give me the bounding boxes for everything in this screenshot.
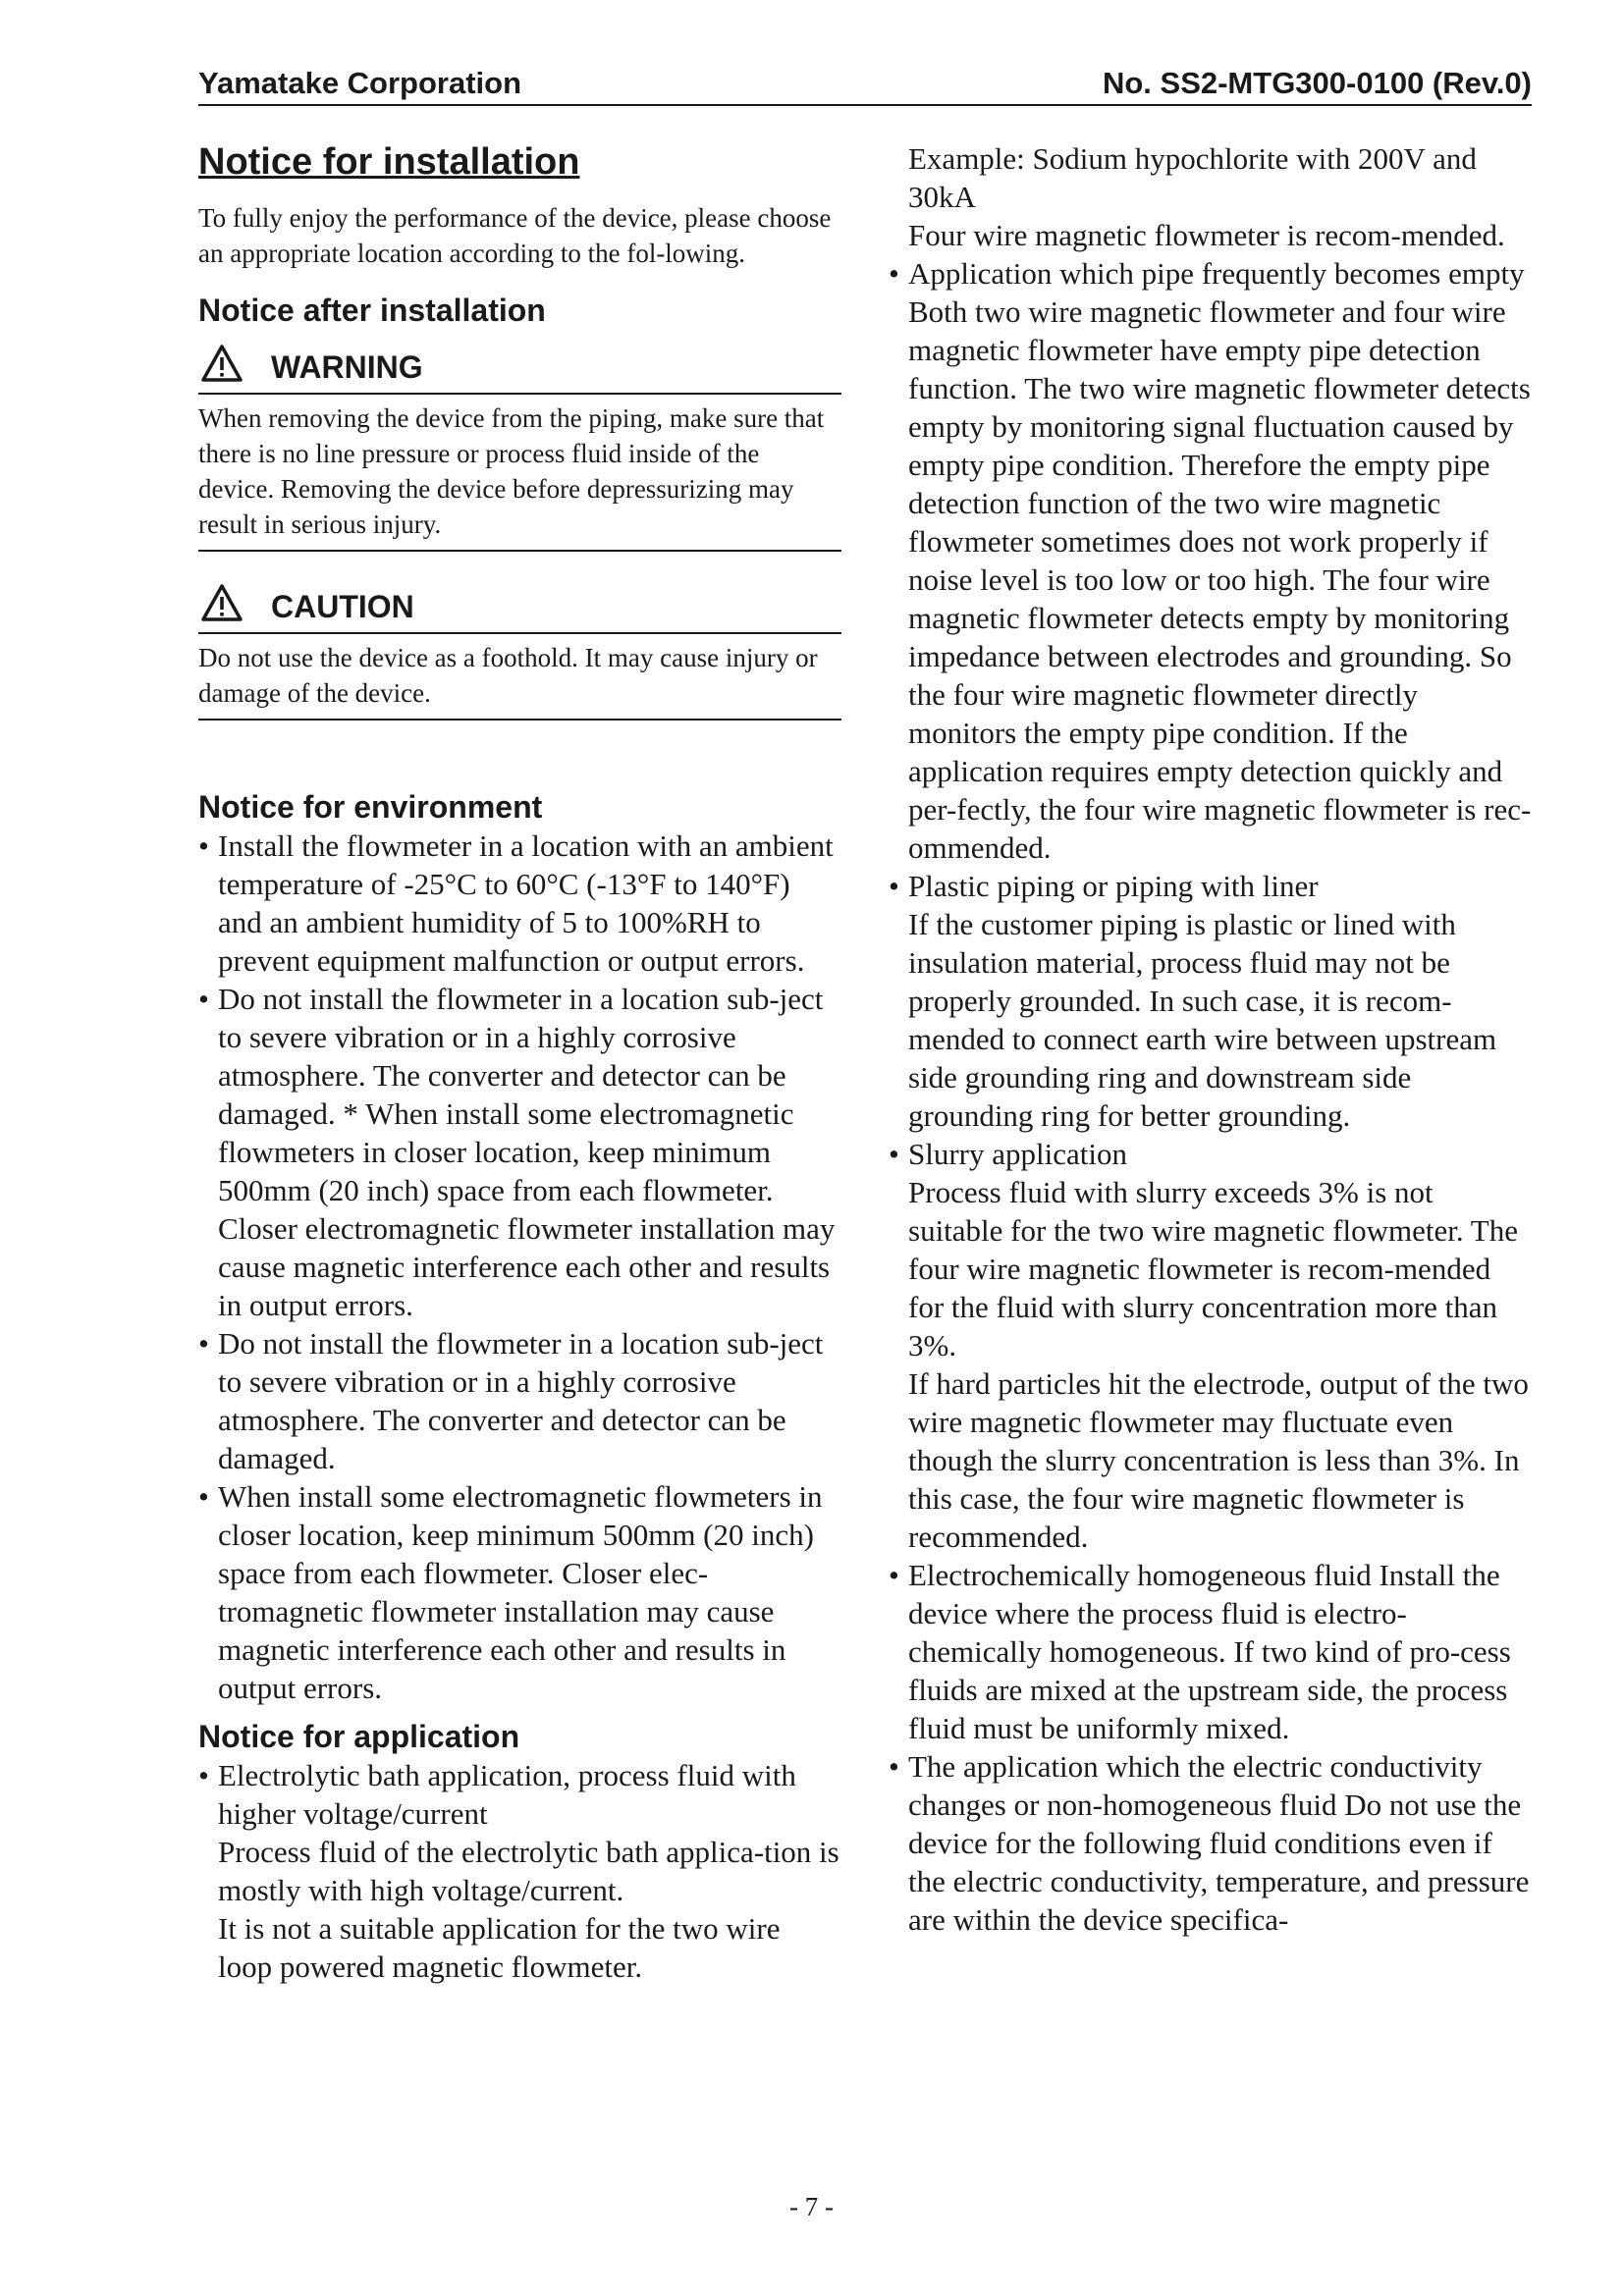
list-item: • Do not install the flowmeter in a location sub-ject to severe vibration or in a highly corrosive atmosphere. The converter and detector can be damaged. <box>198 1326 824 1475</box>
caution-label: CAUTION <box>271 589 414 624</box>
list-item: • Slurry application Process fluid with slurry exceeds 3% is not suitable for the two wire magnetic flowmeter. The four wire magnetic flowmeter is recom-mended for the fluid with slurry concentration more than 3%. If hard particles hit the electrode, output of the two wire magnetic flowmeter may fluctuate even though the slurry concentration is less than 3%. In this case, the four wire magnetic flowmeter is recommended. <box>889 1137 1529 1554</box>
subheading-environment: Notice for environment <box>198 789 543 825</box>
list-item: • Electrochemically homogeneous fluid Install the device where the process fluid is electro-chemically homogeneous. If two kind of pro-cess fluids are mixed at the upstream side, the process fluid must be uniformly mixed. <box>889 1558 1511 1745</box>
list-item: • When install some electromagnetic flowmeters in closer location, keep minimum 500mm (20 inch) space from each flowmeter. Closer elec-tromagnetic flowmeter installation may cause magnetic interference each other and results in output errors. <box>198 1479 823 1705</box>
subheading-after-installation: Notice after installation <box>198 293 546 328</box>
application-list-continued <box>889 254 1532 1939</box>
intro-paragraph: To fully enjoy the performance of the device, please choose an appropriate location according to the fol-lowing. <box>198 203 832 268</box>
page-header <box>198 65 1532 106</box>
warning-box <box>198 338 841 552</box>
section-title: Notice for installation <box>198 141 580 183</box>
warning-label: WARNING <box>271 349 423 385</box>
environment-list <box>198 827 841 1707</box>
recommendation-paragraph: Four wire magnetic flowmeter is recom-mended. <box>908 218 1505 252</box>
list-item: • Do not install the flowmeter in a location sub-ject to severe vibration or in a highly corrosive atmosphere. The converter and detector can be damaged. * When install some electromagnetic flowmeters in closer location, keep minimum 500mm (20 inch) space from each flowmeter. Closer electromagnetic flowmeter installation may cause magnetic interference each other and results in output errors. <box>198 982 836 1322</box>
warning-triangle-icon <box>200 344 243 383</box>
list-item: • Electrolytic bath application, process fluid with higher voltage/current Process fluid of the electrolytic bath applica-tion is mostly with high voltage/current. It is not a suitable application for the two wire loop powered magnetic flowmeter. <box>198 1758 839 1984</box>
caution-box <box>198 577 841 721</box>
list-item: • Plastic piping or piping with liner If the customer piping is plastic or lined with insulation material, process fluid may not be properly grounded. In such case, it is recom-mended to connect earth wire between upstream side grounding ring and downstream side grounding ring for better grounding. <box>889 869 1497 1133</box>
document-number: No. SS2-MTG300-0100 (Rev.0) <box>1102 66 1532 100</box>
page-number: - 7 - <box>789 2192 834 2221</box>
warning-header <box>198 338 841 395</box>
company-name: Yamatake Corporation <box>198 66 522 100</box>
warning-text: When removing the device from the piping, make sure that there is no line pressure or process fluid inside of the device. Removing the device before depressurizing may result in serious injury. <box>198 395 841 552</box>
example-paragraph: Example: Sodium hypochlorite with 200V and 30kA <box>908 141 1477 214</box>
warning-triangle-icon <box>200 583 243 622</box>
list-item: • Application which pipe frequently becomes empty Both two wire magnetic flowmeter and four wire magnetic flowmeter have empty pipe detection function. The two wire magnetic flowmeter detects empty by monitoring signal fluctuation caused by empty pipe condition. Therefore the empty pipe detection function of the two wire magnetic flowmeter sometimes does not work properly if noise level is too low or too high. The four wire magnetic flowmeter detects empty by monitoring impedance between electrodes and grounding. So the four wire magnetic flowmeter directly monitors the empty pipe condition. If the application requires empty detection quickly and per-fectly, the four wire magnetic flowmeter is rec-ommended. <box>889 256 1532 865</box>
application-list <box>198 1756 841 1986</box>
caution-text: Do not use the device as a foothold. It may cause injury or damage of the device. <box>198 634 841 721</box>
left-column <box>198 139 841 1986</box>
subheading-application: Notice for application <box>198 1719 520 1754</box>
list-item: • The application which the electric conductivity changes or non-homogeneous fluid Do not use the device for the following fluid conditions even if the electric conductivity, temperature, and pressure are within the device specifica- <box>889 1749 1530 1937</box>
caution-header <box>198 577 841 634</box>
list-item: • Install the flowmeter in a location with an ambient temperature of -25°C to 60°C (-13°F to 140°F) and an ambient humidity of 5 to 100%RH to prevent equipment malfunction or output errors. <box>198 828 834 978</box>
right-column <box>889 139 1532 1939</box>
